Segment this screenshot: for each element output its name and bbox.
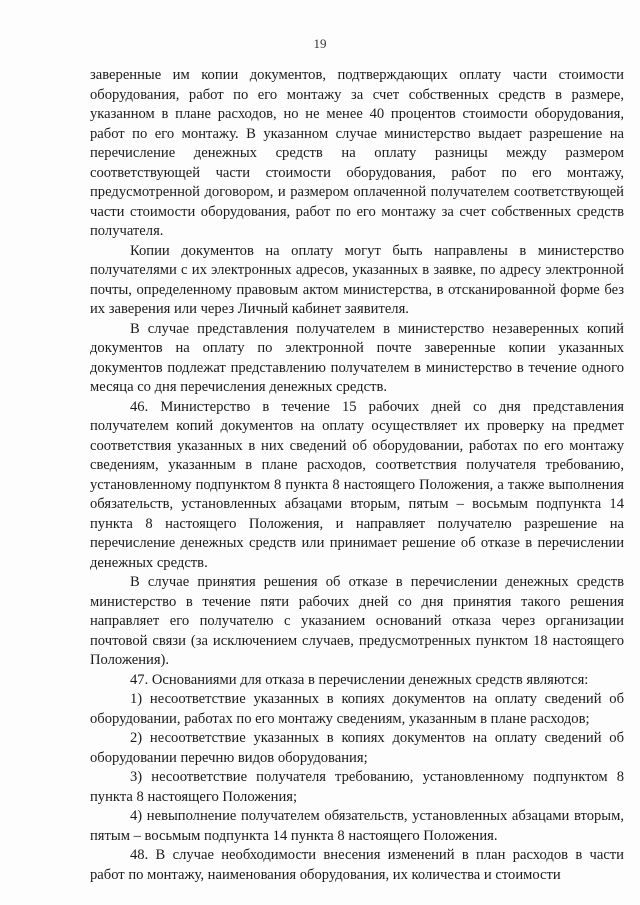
paragraph-refusal-decision: В случае принятия решения об отказе в перечислении денежных средств министерство в течение пяти рабочих дней со дня принятия такого решения направляет его получателю с указанием оснований отказа через организации почтовой связи (за исключением случаев, предусмотренных пунктом 18 настоящего Положения). bbox=[90, 574, 624, 668]
paragraph-continuation: заверенные им копии документов, подтверждающих оплату части стоимости оборудования, работ по его монтажу за счет собственных средств в размере, указанном в плане расходов, но не менее 40 процентов стоимости оборудования, работ по его монтажу. В указанном случае министерство выдает разрешение на перечисление денежных средств на оплату разницы между размером соответствующей части стоимости оборудования, работ по его монтажу, предусмотренной договором, и размером оплаченной получателем соответствующей части стоимости оборудования, работ по его монтажу за счет собственных средств получателя. bbox=[90, 67, 624, 239]
paragraph-item-47: 47. Основаниями для отказа в перечислении денежных средств являются: bbox=[130, 671, 589, 688]
document-body bbox=[90, 66, 624, 885]
paragraph-subitem-3: 3) несоответствие получателя требованию, установленному подпунктом 8 пункта 8 настоящего Положения; bbox=[90, 769, 624, 805]
paragraph-subitem-4: 4) невыполнение получателем обязательств, установленных абзацами вторым, пятым – восьмым подпункта 14 пункта 8 настоящего Положения. bbox=[90, 808, 624, 844]
paragraph-subitem-1: 1) несоответствие указанных в копиях документов на оплату сведений об оборудовании, работах по его монтажу сведениям, указанным в плане расходов; bbox=[90, 691, 624, 727]
paragraph-subitem-2: 2) несоответствие указанных в копиях документов на оплату сведений об оборудовании перечню видов оборудования; bbox=[90, 730, 624, 766]
paragraph-email-copies: Копии документов на оплату могут быть направлены в министерство получателями с их электронных адресов, указанных в заявке, по адресу электронной почты, определенному правовым актом министерства, в отсканированной форме без их заверения или через Личный кабинет заявителя. bbox=[90, 242, 624, 317]
page-number: 19 bbox=[313, 36, 327, 51]
paragraph-item-48: 48. В случае необходимости внесения изменений в план расходов в части работ по монтажу, наименования оборудования, их количества и стоимости bbox=[90, 847, 624, 883]
paragraph-item-46: 46. Министерство в течение 15 рабочих дней со дня представления получателем копий документов на оплату осуществляет их проверку на предмет соответствия указанных в них сведений об оборудовании, работах по его монтажу сведениям, указанным в плане расходов, соответствия получателя требованию, установленному подпунктом 8 пункта 8 настоящего Положения, а также выполнения обязательств, установленных абзацами вторым, пятым – восьмым подпункта 14 пункта 8 настоящего Положения, и направляет получателю разрешение на перечисление денежных средств или принимает решение об отказе в перечислении денежных средств. bbox=[90, 398, 624, 571]
paragraph-unverified-copies: В случае представления получателем в министерство незаверенных копий документов на оплату по электронной почте заверенные копии указанных документов подлежат представлению получателем в министерство в течение одного месяца со дня перечисления денежных средств. bbox=[90, 320, 624, 395]
